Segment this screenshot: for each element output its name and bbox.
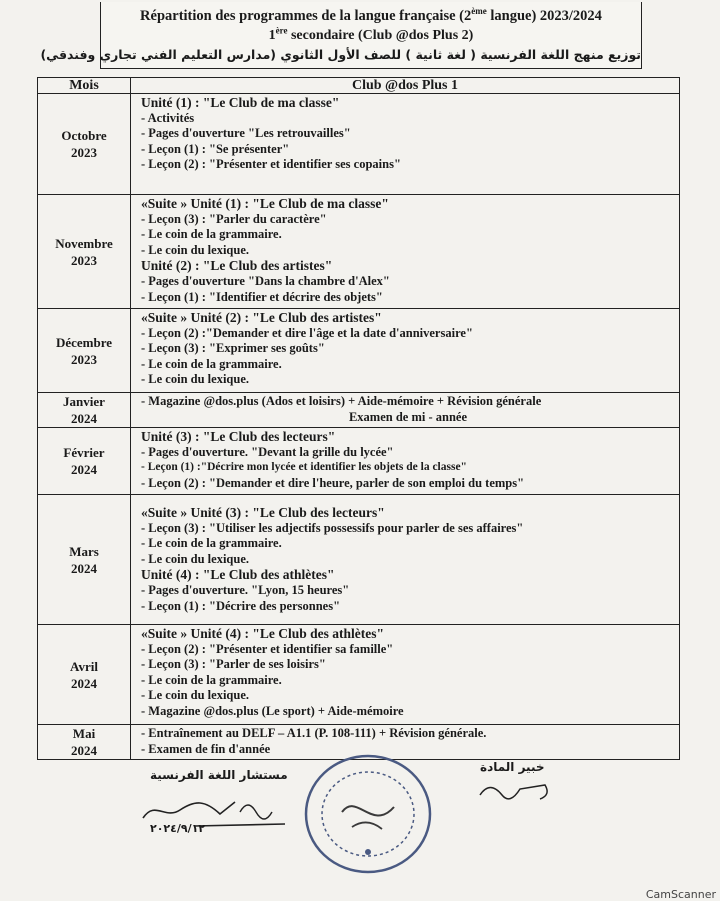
list-item: - Le coin de la grammaire.: [141, 356, 282, 371]
list-item: - Leçon (3) : "Utiliser les adjectifs possessifs pour parler de ses affaires": [141, 520, 524, 535]
list-item: - Leçon (3) : "Parler du caractère": [141, 211, 327, 226]
table-row-fevrier: [38, 428, 680, 495]
header-month: Mois: [38, 78, 131, 94]
list-item: - Le coin du lexique.: [141, 688, 249, 703]
header-box: [40, 2, 642, 69]
expert-signature: [470, 775, 570, 805]
unit-heading: «Suite » Unité (2) : "Le Club des artistes": [141, 310, 382, 325]
table-header-row: [38, 78, 680, 94]
list-item: - Leçon (2) : "Présenter et identifier sa famille": [141, 641, 394, 656]
list-item: - Leçon (1) : "Identifier et décrire des objets": [141, 289, 383, 304]
program-cell: [131, 428, 680, 495]
program-cell: [131, 94, 680, 195]
list-item: - Examen de fin d'année: [141, 741, 271, 756]
unit-heading: Unité (2) : "Le Club des artistes": [141, 258, 333, 274]
list-item: - Le coin du lexique.: [141, 551, 249, 566]
counselor-date: ٢٠٢٤/٩/١٢: [150, 822, 206, 835]
table-row-avril: [38, 625, 680, 725]
table-row-janvier: [38, 393, 680, 428]
month-cell: Avril 2024: [38, 625, 131, 725]
list-item: - Leçon (2) : "Présenter et identifier ses copains": [141, 157, 401, 172]
list-item: - Le coin de la grammaire.: [141, 536, 282, 551]
arabic-subtitle: توزيع منهج اللغة الفرنسية ( لغة ثانية ) للصف الأول الثانوي (مدارس التعليم الفني تجاري وفندقي): [40, 47, 641, 62]
month-cell: Mai 2024: [38, 725, 131, 760]
unit-heading: Unité (4) : "Le Club des athlètes": [141, 567, 335, 583]
document-title: Répartition des programmes de la langue française (2ème langue) 2023/2024: [140, 6, 602, 24]
unit-heading: «Suite » Unité (4) : "Le Club des athlètes": [141, 626, 384, 641]
header-program: Club @dos Plus 1: [131, 78, 680, 94]
program-cell: [131, 393, 680, 428]
counselor-title: مستشار اللغة الفرنسية: [150, 768, 288, 782]
table-row-mars: [38, 495, 680, 625]
unit-heading: Unité (1) : "Le Club de ma classe": [141, 95, 340, 110]
unit-heading: «Suite » Unité (3) : "Le Club des lecteurs": [141, 505, 385, 520]
list-item: - Leçon (2) :"Demander et dire l'âge et la date d'anniversaire": [141, 325, 473, 340]
program-cell: [131, 625, 680, 725]
list-item: - Leçon (2) : "Demander et dire l'heure, parler de son emploi du temps": [141, 475, 525, 490]
list-item: - Entraînement au DELF – A1.1 (P. 108-111) + Révision générale.: [141, 726, 487, 740]
list-item: - Le coin du lexique.: [141, 242, 249, 257]
program-cell: [131, 309, 680, 393]
month-cell: Mars 2024: [38, 495, 131, 625]
list-item: - Leçon (1) : "Décrire des personnes": [141, 598, 341, 613]
list-item: - Magazine @dos.plus (Le sport) + Aide-mémoire: [141, 703, 404, 718]
list-item: - Le coin de la grammaire.: [141, 227, 282, 242]
program-cell: [131, 495, 680, 625]
unit-heading: «Suite » Unité (1) : "Le Club de ma classe": [141, 196, 389, 211]
table-row-novembre: [38, 195, 680, 309]
table-row-octobre: [38, 94, 680, 195]
expert-title: خبير المادة: [480, 760, 545, 774]
program-cell: [131, 195, 680, 309]
table-row-decembre: [38, 309, 680, 393]
list-item: - Leçon (3) : "Parler de ses loisirs": [141, 657, 326, 672]
month-cell: Janvier 2024: [38, 393, 131, 428]
list-item: - Leçon (3) : "Exprimer ses goûts": [141, 341, 325, 356]
month-cell: Novembre 2023: [38, 195, 131, 309]
month-cell: Décembre 2023: [38, 309, 131, 393]
list-item: - Pages d'ouverture. "Lyon, 15 heures": [141, 582, 350, 597]
list-item: - Activités: [141, 110, 195, 125]
official-stamp-icon: [302, 752, 434, 876]
program-table: [37, 77, 680, 760]
list-item: - Leçon (1) : "Se présenter": [141, 141, 290, 156]
unit-heading: Unité (3) : "Le Club des lecteurs": [141, 429, 336, 444]
document-subtitle: 1ère secondaire (Club @dos Plus 2): [268, 25, 474, 43]
scanner-watermark: CamScanner: [645, 888, 716, 901]
month-cell: Octobre 2023: [38, 94, 131, 195]
list-item: - Le coin de la grammaire.: [141, 672, 282, 687]
list-item: - Magazine @dos.plus (Ados et loisirs) + Aide-mémoire + Révision générale: [141, 394, 542, 408]
list-item: - Le coin du lexique.: [141, 372, 249, 387]
list-item: - Leçon (1) :"Décrire mon lycée et identifier les objets de la classe": [141, 461, 467, 474]
month-cell: Février 2024: [38, 428, 131, 495]
list-item: - Pages d'ouverture. "Devant la grille du lycée": [141, 444, 394, 459]
list-item: - Pages d'ouverture "Dans la chambre d'Alex": [141, 273, 390, 288]
exam-label: Examen de mi - année: [348, 409, 468, 424]
list-item: - Pages d'ouverture "Les retrouvailles": [141, 126, 351, 141]
